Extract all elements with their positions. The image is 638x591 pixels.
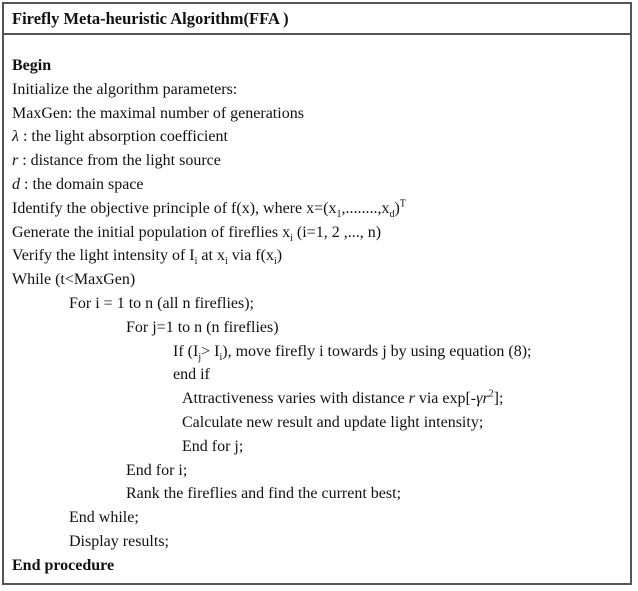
attr-gamma: γr <box>476 390 489 408</box>
attractiveness-line <box>12 387 626 411</box>
attr-post: ]; <box>493 390 504 408</box>
end-if-line: end if <box>173 366 210 384</box>
generate-text: Generate the initial population of fireflies x <box>12 223 291 241</box>
if-mid: > I <box>201 342 220 360</box>
algorithm-box <box>2 2 632 585</box>
r-line <box>12 149 626 173</box>
init-line: Initialize the algorithm parameters: <box>12 80 238 98</box>
lambda-line <box>12 125 626 149</box>
algorithm-header <box>4 4 630 35</box>
verify-sub-1: i <box>194 256 198 268</box>
attr-sup: 2 <box>488 388 494 400</box>
calculate-line: Calculate new result and update light intensity; <box>182 413 484 431</box>
r-symbol: r <box>12 152 19 170</box>
display-line: Display results; <box>69 532 169 550</box>
attr-r: r <box>408 390 415 408</box>
verify-mid2: via f(x <box>227 247 274 265</box>
identify-line <box>12 197 626 221</box>
if-text: If (I <box>173 342 199 360</box>
begin-line: Begin <box>12 57 52 74</box>
algorithm-title: Firefly Meta-heuristic Algorithm(FFA ) <box>12 9 289 28</box>
r-desc: : distance from the light source <box>18 152 221 170</box>
identify-sup-t: T <box>399 198 406 210</box>
end-for-j-line: End for j; <box>182 437 244 455</box>
identify-sub-d: d <box>389 208 395 220</box>
end-procedure-line: End procedure <box>12 556 115 574</box>
verify-post: ) <box>276 247 283 265</box>
if-sub-j: j <box>198 351 202 363</box>
verify-sub-2: i <box>224 256 228 268</box>
d-symbol: d <box>12 175 20 193</box>
d-line <box>12 173 626 197</box>
lambda-desc: : the light absorption coefficient <box>18 128 228 146</box>
if-line <box>12 340 626 364</box>
generate-line <box>12 221 626 245</box>
if-post: ), move firefly i towards j by using equation (8); <box>222 342 532 360</box>
attr-mid: via exp[- <box>414 390 477 408</box>
for-j-line: For j=1 to n (n fireflies) <box>126 318 279 336</box>
algorithm-body <box>12 54 626 578</box>
generate-post: (i=1, 2 ,..., n) <box>292 223 382 241</box>
verify-text: Verify the light intensity of I <box>12 247 195 265</box>
rank-line: Rank the fireflies and find the current best; <box>126 485 402 503</box>
identify-sub-1: 1 <box>336 208 342 220</box>
identify-mid: ,........,x <box>341 199 390 217</box>
end-while-line: End while; <box>69 509 139 527</box>
identify-text: Identify the objective principle of f(x), where x=(x <box>12 199 337 217</box>
attr-text: Attractiveness varies with distance <box>182 390 409 408</box>
if-sub-i: i <box>219 351 223 363</box>
verify-sub-3: i <box>273 256 277 268</box>
verify-mid: at x <box>197 247 225 265</box>
end-for-i-line: End for i; <box>126 461 188 479</box>
identify-close: ) <box>394 199 400 217</box>
d-desc: : the domain space <box>20 175 144 193</box>
for-i-line: For i = 1 to n (all n fireflies); <box>69 294 254 312</box>
verify-line <box>12 244 626 268</box>
while-line: While (t<MaxGen) <box>12 271 136 289</box>
lambda-symbol: λ <box>12 128 19 146</box>
maxgen-line: MaxGen: the maximal number of generations <box>12 104 304 122</box>
generate-sub: i <box>290 232 293 244</box>
